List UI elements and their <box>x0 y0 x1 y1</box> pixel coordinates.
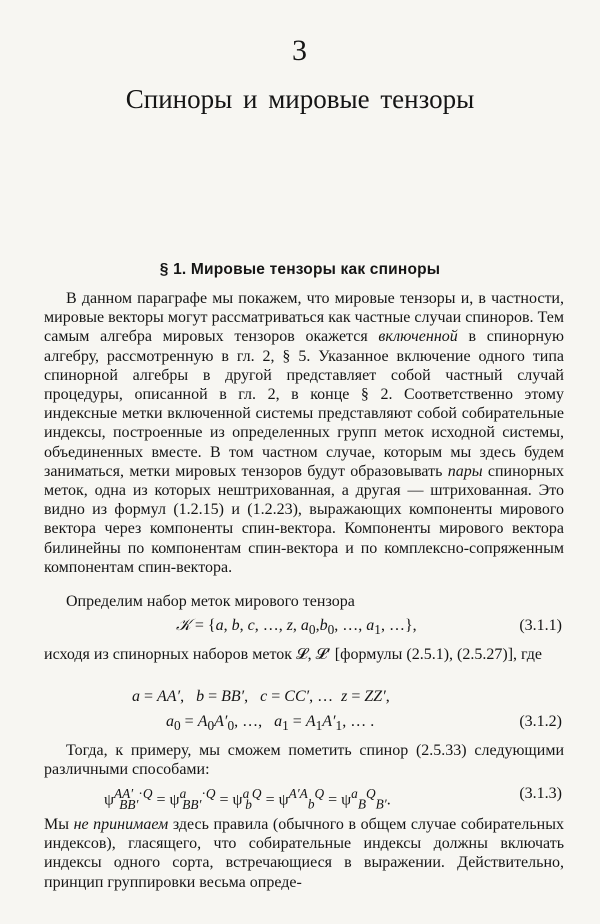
emphasis-pairs: пары <box>447 462 483 480</box>
paragraph-intro-text <box>44 289 564 577</box>
paragraph-intro <box>44 289 564 577</box>
paragraph-example-text: Тогда, к примеру, мы сможем пометить спинор (2.5.33) следующими различными способами: <box>44 742 564 779</box>
equation-number: (3.1.1) <box>519 617 562 634</box>
paragraph-labels <box>44 645 564 664</box>
paragraph-define-text: Определим набор меток мирового тензора <box>66 593 355 610</box>
text-run: Мы <box>44 816 74 833</box>
text-run: здесь правила (обычного в общем случае собирательных индексов), гласящего, что собирательные индексы должны включать индексы одного сорта, встречающиеся в выражении. Действительно, принцип группировки весьма опреде- <box>44 816 564 891</box>
text-run: В данном параграфе мы покажем, что мировые тензоры и, в частности, мировые векторы могут рассматриваться как частные случаи спиноров. Тем самым алгебра мировых тензоров окажется <box>44 290 564 346</box>
paragraph-labels-text: исходя из спинорных наборов меток 𝓛, 𝓛′ [формулы (2.5.1), (2.5.27)], где <box>44 646 543 663</box>
equation-number: (3.1.3) <box>519 785 562 802</box>
equation-3-1-2-line2: $a_0 = A_0A'_0$, …, $a_1 = A_1A'_1$, … . <box>166 713 375 734</box>
equation-3-1-1: 𝒦 = {a, b, c, …, z, $a_0,b_0$, …, $a_1$, …}, <box>176 617 417 638</box>
text-run: в спинорную алгебру, рассмотренную в гл. 2, § 5. Указанное включение одного типа спинорной алгебры в другой представляет собой частный случай процедуры, описанной в гл. 2, в конце § 2. Соответственно этому индексные метки включенной системы представляют собой собирательные индексы, построенные из определенных групп меток исходной системы, объединенных вместе. В том частном случае, которым мы здесь будем заниматься, метки мировых тензоров будут образовывать <box>44 328 564 480</box>
paragraph-define <box>44 592 564 611</box>
paragraph-example <box>44 741 564 779</box>
section-heading: § 1. Мировые тензоры как спиноры <box>159 261 441 278</box>
equation-3-1-2-line1: a = AA′, b = BB′, c = CC′, … z = ZZ′, <box>132 688 390 705</box>
chapter-number: 3 <box>292 34 308 67</box>
equation-number: (3.1.2) <box>519 713 562 730</box>
paragraph-rules-text <box>44 815 564 892</box>
text-run: спинорных меток, одна из которых нештрихованная, а другая — штрихованная. Это видно из формул (1.2.15) и (1.2.23), выражающих компоненты мирового вектора через компоненты спин-вектора. Компоненты мирового вектора билинейны по компонентам спин-вектора и по комплексно-сопряженным компонентам спин-вектора. <box>44 462 564 576</box>
emphasis-included: включенной <box>378 328 458 346</box>
equation-3-1-3: $\psi^{AA'}_{BB'}^{\cdot Q} = \psi^a_{BB'}^{\cdot Q} = \psi^a_b^Q = \psi^{A'A}_b^Q = \psi^a_B^Q_{B'}$. <box>104 786 391 812</box>
chapter-title: Спиноры и мировые тензоры <box>125 84 475 114</box>
paragraph-rules <box>44 815 564 892</box>
emphasis-not-accept: не принимаем <box>73 816 169 833</box>
